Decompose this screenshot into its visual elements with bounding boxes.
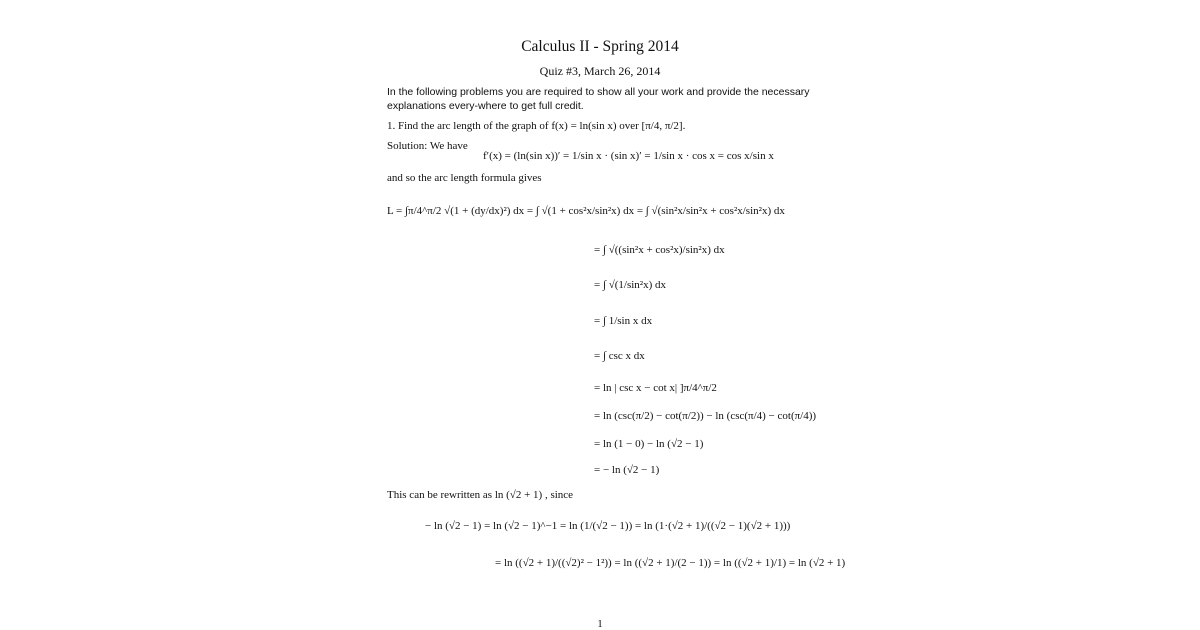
solution-label: Solution: We have [387,140,468,152]
quiz-subtitle: Quiz #3, March 26, 2014 [539,64,661,78]
rewrite-line-1: − ln (√2 − 1) = ln (√2 − 1)^−1 = ln (1/(√2 − 1)) = ln (1·(√2 + 1)/((√2 − 1)(√2 + 1))) [425,520,791,532]
arc-length-step-6: = ln | csc x − cot x| ]π/4^π/2 [594,382,717,394]
page-number: 1 [597,618,603,630]
arc-length-step-4: = ∫ 1/sin x dx [594,315,653,327]
instructions-paragraph: In the following problems you are required to show all your work and provide the necessary explanations every-where to get full credit. [387,86,810,112]
rewrite-line-2: = ln ((√2 + 1)/((√2)² − 1²)) = ln ((√2 + 1)/(2 − 1)) = ln ((√2 + 1)/1) = ln (√2 + 1) [495,557,846,569]
arc-length-intro: and so the arc length formula gives [387,172,542,184]
arc-length-step-9: = − ln (√2 − 1) [594,464,660,476]
arc-length-step-2: = ∫ √((sin²x + cos²x)/sin²x) dx [594,244,725,256]
arc-length-step-1: L = ∫π/4^π/2 √(1 + (dy/dx)²) dx = ∫ √(1 + cos²x/sin²x) dx = ∫ √(sin²x/sin²x + cos²x/sin²x) dx [387,205,785,217]
arc-length-step-7: = ln (csc(π/2) − cot(π/2)) − ln (csc(π/4) − cot(π/4)) [594,410,817,422]
rewrite-sentence: This can be rewritten as ln (√2 + 1) , since [387,489,574,501]
arc-length-step-8: = ln (1 − 0) − ln (√2 − 1) [594,438,704,450]
problem-statement: 1. Find the arc length of the graph of f(x) = ln(sin x) over [π/4, π/2]. [387,120,686,132]
arc-length-step-5: = ∫ csc x dx [594,350,645,362]
document-title: Calculus II - Spring 2014 [521,38,679,55]
derivative-equation: f′(x) = (ln(sin x))′ = 1/sin x · (sin x)′ = 1/sin x · cos x = cos x/sin x [483,150,774,162]
arc-length-step-3: = ∫ √(1/sin²x) dx [594,279,667,291]
